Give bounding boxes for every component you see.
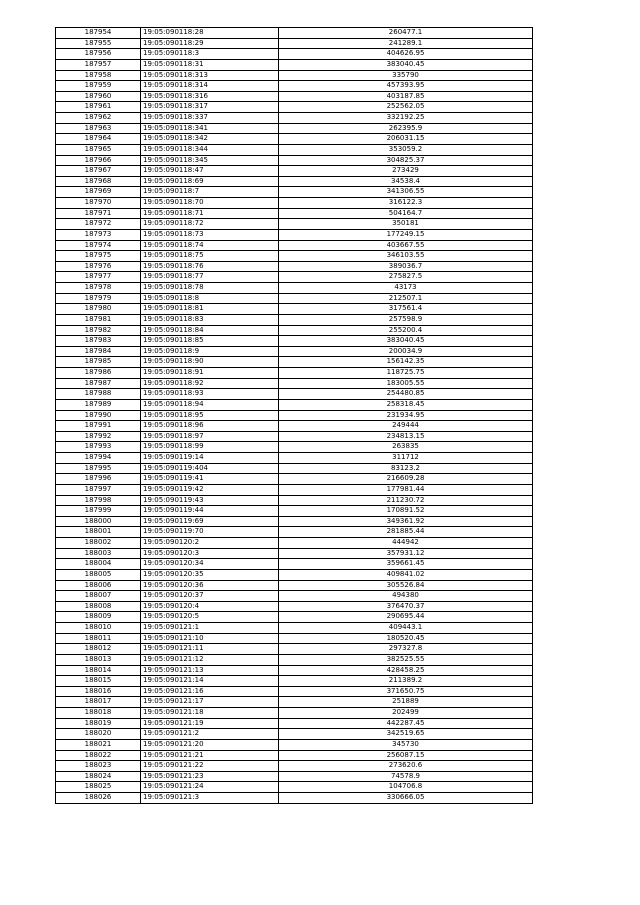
row-number-cell: 187963 [56,123,141,134]
cadastral-number-cell: 19:05:090118:337 [141,113,279,124]
cadastral-number-cell: 19:05:090120:2 [141,538,279,549]
row-number-cell: 187979 [56,293,141,304]
table-row [56,357,533,368]
row-number-cell: 187980 [56,304,141,315]
cadastral-number-cell: 19:05:090118:85 [141,336,279,347]
table-row [56,49,533,60]
table-row [56,91,533,102]
value-cell: 170891.52 [279,506,533,517]
row-number-cell: 187967 [56,166,141,177]
table-row [56,389,533,400]
row-number-cell: 188025 [56,782,141,793]
row-number-cell: 187964 [56,134,141,145]
value-cell: 249444 [279,421,533,432]
table-row [56,38,533,49]
value-cell: 330666.05 [279,793,533,804]
value-cell: 263835 [279,442,533,453]
cadastral-number-cell: 19:05:090118:341 [141,123,279,134]
cadastral-number-cell: 19:05:090118:316 [141,91,279,102]
row-number-cell: 188004 [56,559,141,570]
cadastral-number-cell: 19:05:090121:1 [141,623,279,634]
cadastral-number-cell: 19:05:090120:3 [141,548,279,559]
value-cell: 409841.02 [279,569,533,580]
cadastral-number-cell: 19:05:090118:8 [141,293,279,304]
table-row [56,378,533,389]
value-cell: 281885.44 [279,527,533,538]
value-cell: 357931.12 [279,548,533,559]
table-row [56,219,533,230]
row-number-cell: 187987 [56,378,141,389]
cadastral-number-cell: 19:05:090118:81 [141,304,279,315]
row-number-cell: 187990 [56,410,141,421]
value-cell: 258318.45 [279,399,533,410]
row-number-cell: 187991 [56,421,141,432]
table-row [56,198,533,209]
row-number-cell: 187968 [56,176,141,187]
table-row [56,718,533,729]
cadastral-number-cell: 19:05:090121:18 [141,708,279,719]
value-cell: 359661.45 [279,559,533,570]
cadastral-number-cell: 19:05:090120:36 [141,580,279,591]
value-cell: 211389.2 [279,676,533,687]
row-number-cell: 187970 [56,198,141,209]
row-number-cell: 187985 [56,357,141,368]
cadastral-number-cell: 19:05:090121:3 [141,793,279,804]
cadastral-number-cell: 19:05:090120:4 [141,601,279,612]
row-number-cell: 188024 [56,771,141,782]
value-cell: 316122.3 [279,198,533,209]
value-cell: 353059.2 [279,144,533,155]
value-cell: 177249.15 [279,229,533,240]
value-cell: 346103.55 [279,251,533,262]
row-number-cell: 188012 [56,644,141,655]
value-cell: 444942 [279,538,533,549]
cadastral-number-cell: 19:05:090118:342 [141,134,279,145]
value-cell: 104706.8 [279,782,533,793]
table-row [56,410,533,421]
cadastral-number-cell: 19:05:090118:344 [141,144,279,155]
row-number-cell: 188002 [56,538,141,549]
row-number-cell: 187956 [56,49,141,60]
cadastral-number-cell: 19:05:090121:13 [141,665,279,676]
table-row [56,729,533,740]
table-row [56,453,533,464]
value-cell: 345730 [279,739,533,750]
value-cell: 403187.85 [279,91,533,102]
value-cell: 262395.9 [279,123,533,134]
value-cell: 383040.45 [279,59,533,70]
value-cell: 389036.7 [279,261,533,272]
row-number-cell: 188021 [56,739,141,750]
value-cell: 383040.45 [279,336,533,347]
table-row [56,431,533,442]
table-row [56,229,533,240]
row-number-cell: 188005 [56,569,141,580]
value-cell: 74578.9 [279,771,533,782]
row-number-cell: 187988 [56,389,141,400]
row-number-cell: 188022 [56,750,141,761]
value-cell: 304825.37 [279,155,533,166]
value-cell: 256087.15 [279,750,533,761]
cadastral-number-cell: 19:05:090121:19 [141,718,279,729]
row-number-cell: 187981 [56,314,141,325]
cadastral-number-cell: 19:05:090120:35 [141,569,279,580]
table-row [56,644,533,655]
table-row [56,304,533,315]
value-cell: 241289.1 [279,38,533,49]
cadastral-number-cell: 19:05:090118:90 [141,357,279,368]
table-row [56,474,533,485]
row-number-cell: 188001 [56,527,141,538]
cadastral-number-cell: 19:05:090121:10 [141,633,279,644]
cadastral-number-cell: 19:05:090118:83 [141,314,279,325]
table-row [56,686,533,697]
cadastral-number-cell: 19:05:090118:314 [141,81,279,92]
value-cell: 305526.84 [279,580,533,591]
table-row [56,399,533,410]
cadastral-number-cell: 19:05:090121:22 [141,761,279,772]
table-row [56,325,533,336]
table-row [56,676,533,687]
cadastral-number-cell: 19:05:090121:11 [141,644,279,655]
table-row [56,633,533,644]
row-number-cell: 188008 [56,601,141,612]
row-number-cell: 187996 [56,474,141,485]
value-cell: 404626.95 [279,49,533,60]
value-cell: 403667.55 [279,240,533,251]
row-number-cell: 187958 [56,70,141,81]
cadastral-number-cell: 19:05:090118:70 [141,198,279,209]
row-number-cell: 187961 [56,102,141,113]
cadastral-number-cell: 19:05:090118:73 [141,229,279,240]
value-cell: 211230.72 [279,495,533,506]
table-row [56,155,533,166]
row-number-cell: 187975 [56,251,141,262]
table-row [56,123,533,134]
row-number-cell: 187989 [56,399,141,410]
value-cell: 177981.44 [279,484,533,495]
value-cell: 275827.5 [279,272,533,283]
value-cell: 341306.55 [279,187,533,198]
value-cell: 257598.9 [279,314,533,325]
value-cell: 290695.44 [279,612,533,623]
cadastral-number-cell: 19:05:090121:24 [141,782,279,793]
cadastral-number-cell: 19:05:090120:5 [141,612,279,623]
cadastral-number-cell: 19:05:090118:97 [141,431,279,442]
row-number-cell: 188010 [56,623,141,634]
cadastral-number-cell: 19:05:090121:17 [141,697,279,708]
table-row [56,623,533,634]
table-row [56,261,533,272]
table-row [56,750,533,761]
cadastral-number-cell: 19:05:090118:78 [141,283,279,294]
table-row [56,591,533,602]
value-cell: 494380 [279,591,533,602]
table-row [56,368,533,379]
row-number-cell: 187957 [56,59,141,70]
row-number-cell: 188006 [56,580,141,591]
table-row [56,484,533,495]
cadastral-number-cell: 19:05:090121:14 [141,676,279,687]
table-row [56,569,533,580]
table-row [56,495,533,506]
table-row [56,176,533,187]
value-cell: 34538.4 [279,176,533,187]
row-number-cell: 187959 [56,81,141,92]
cadastral-number-cell: 19:05:090119:44 [141,506,279,517]
row-number-cell: 188003 [56,548,141,559]
row-number-cell: 187999 [56,506,141,517]
cadastral-number-cell: 19:05:090118:345 [141,155,279,166]
table-row [56,314,533,325]
table-row [56,793,533,804]
cadastral-number-cell: 19:05:090118:47 [141,166,279,177]
row-number-cell: 187974 [56,240,141,251]
row-number-cell: 187982 [56,325,141,336]
cadastral-number-cell: 19:05:090121:20 [141,739,279,750]
row-number-cell: 187969 [56,187,141,198]
row-number-cell: 188016 [56,686,141,697]
table-row [56,28,533,39]
row-number-cell: 187994 [56,453,141,464]
row-number-cell: 188011 [56,633,141,644]
row-number-cell: 188026 [56,793,141,804]
table-row [56,187,533,198]
table-row [56,336,533,347]
table-row [56,421,533,432]
cadastral-number-cell: 19:05:090118:313 [141,70,279,81]
cadastral-number-cell: 19:05:090120:34 [141,559,279,570]
cadastral-number-cell: 19:05:090118:9 [141,346,279,357]
row-number-cell: 187954 [56,28,141,39]
cadastral-number-cell: 19:05:090118:77 [141,272,279,283]
value-cell: 376470.37 [279,601,533,612]
cadastral-number-cell: 19:05:090119:14 [141,453,279,464]
cadastral-number-cell: 19:05:090118:93 [141,389,279,400]
table-row [56,654,533,665]
row-number-cell: 187955 [56,38,141,49]
value-cell: 200034.9 [279,346,533,357]
cadastral-number-cell: 19:05:090118:29 [141,38,279,49]
value-cell: 335790 [279,70,533,81]
value-cell: 231934.95 [279,410,533,421]
table-row [56,697,533,708]
table-row [56,442,533,453]
row-number-cell: 187978 [56,283,141,294]
cadastral-number-cell: 19:05:090119:70 [141,527,279,538]
table-row [56,559,533,570]
row-number-cell: 188009 [56,612,141,623]
value-cell: 442287.45 [279,718,533,729]
table-row [56,208,533,219]
row-number-cell: 187995 [56,463,141,474]
value-cell: 180520.45 [279,633,533,644]
cadastral-number-cell: 19:05:090121:23 [141,771,279,782]
row-number-cell: 187983 [56,336,141,347]
row-number-cell: 188020 [56,729,141,740]
cadastral-number-cell: 19:05:090118:3 [141,49,279,60]
cadastral-number-cell: 19:05:090121:2 [141,729,279,740]
cadastral-number-cell: 19:05:090118:74 [141,240,279,251]
table-row [56,166,533,177]
row-number-cell: 188015 [56,676,141,687]
cadastral-number-cell: 19:05:090121:16 [141,686,279,697]
table-row [56,283,533,294]
value-cell: 504164.7 [279,208,533,219]
value-cell: 457393.95 [279,81,533,92]
cadastral-number-cell: 19:05:090119:43 [141,495,279,506]
table-row [56,113,533,124]
table-row [56,70,533,81]
row-number-cell: 188014 [56,665,141,676]
table-row [56,346,533,357]
table-row [56,580,533,591]
cadastral-number-cell: 19:05:090119:41 [141,474,279,485]
cadastral-number-cell: 19:05:090119:42 [141,484,279,495]
row-number-cell: 187986 [56,368,141,379]
table-row [56,665,533,676]
cadastral-number-cell: 19:05:090118:75 [141,251,279,262]
row-number-cell: 188017 [56,697,141,708]
data-table [55,27,533,804]
row-number-cell: 187965 [56,144,141,155]
table-row [56,81,533,92]
row-number-cell: 188019 [56,718,141,729]
value-cell: 260477.1 [279,28,533,39]
value-cell: 311712 [279,453,533,464]
cadastral-number-cell: 19:05:090118:28 [141,28,279,39]
value-cell: 254480.85 [279,389,533,400]
table-row [56,516,533,527]
table-row [56,506,533,517]
row-number-cell: 188013 [56,654,141,665]
value-cell: 83123.2 [279,463,533,474]
table-row [56,538,533,549]
row-number-cell: 188023 [56,761,141,772]
cadastral-number-cell: 19:05:090118:72 [141,219,279,230]
cadastral-number-cell: 19:05:090118:69 [141,176,279,187]
cadastral-number-cell: 19:05:090119:404 [141,463,279,474]
row-number-cell: 187993 [56,442,141,453]
value-cell: 428458.25 [279,665,533,676]
value-cell: 251889 [279,697,533,708]
row-number-cell: 188007 [56,591,141,602]
value-cell: 350181 [279,219,533,230]
cadastral-number-cell: 19:05:090118:91 [141,368,279,379]
value-cell: 409443.1 [279,623,533,634]
row-number-cell: 187984 [56,346,141,357]
row-number-cell: 187973 [56,229,141,240]
table-row [56,708,533,719]
row-number-cell: 187960 [56,91,141,102]
table-body [56,28,533,804]
table-row [56,761,533,772]
cadastral-number-cell: 19:05:090120:37 [141,591,279,602]
table-row [56,272,533,283]
value-cell: 216609.28 [279,474,533,485]
value-cell: 273429 [279,166,533,177]
row-number-cell: 187998 [56,495,141,506]
value-cell: 118725.75 [279,368,533,379]
value-cell: 252562.05 [279,102,533,113]
value-cell: 332192.25 [279,113,533,124]
row-number-cell: 187971 [56,208,141,219]
value-cell: 212507.1 [279,293,533,304]
cadastral-number-cell: 19:05:090118:76 [141,261,279,272]
cadastral-number-cell: 19:05:090121:12 [141,654,279,665]
row-number-cell: 187977 [56,272,141,283]
value-cell: 156142.35 [279,357,533,368]
cadastral-number-cell: 19:05:090118:71 [141,208,279,219]
cadastral-number-cell: 19:05:090119:69 [141,516,279,527]
table-row [56,293,533,304]
cadastral-number-cell: 19:05:090121:21 [141,750,279,761]
cadastral-number-cell: 19:05:090118:99 [141,442,279,453]
cadastral-number-cell: 19:05:090118:95 [141,410,279,421]
table-row [56,739,533,750]
row-number-cell: 187966 [56,155,141,166]
cadastral-number-cell: 19:05:090118:84 [141,325,279,336]
value-cell: 255200.4 [279,325,533,336]
cadastral-number-cell: 19:05:090118:92 [141,378,279,389]
value-cell: 342519.65 [279,729,533,740]
table-row [56,548,533,559]
cadastral-number-cell: 19:05:090118:317 [141,102,279,113]
row-number-cell: 187976 [56,261,141,272]
row-number-cell: 188000 [56,516,141,527]
value-cell: 202499 [279,708,533,719]
table-row [56,612,533,623]
value-cell: 382525.55 [279,654,533,665]
value-cell: 43173 [279,283,533,294]
row-number-cell: 188018 [56,708,141,719]
table-row [56,59,533,70]
value-cell: 273620.6 [279,761,533,772]
row-number-cell: 187972 [56,219,141,230]
row-number-cell: 187997 [56,484,141,495]
value-cell: 206031.15 [279,134,533,145]
cadastral-number-cell: 19:05:090118:31 [141,59,279,70]
value-cell: 297327.8 [279,644,533,655]
table-row [56,251,533,262]
table-row [56,134,533,145]
value-cell: 234813.15 [279,431,533,442]
value-cell: 183005.55 [279,378,533,389]
table-row [56,240,533,251]
table-row [56,782,533,793]
table-row [56,102,533,113]
table-row [56,601,533,612]
value-cell: 349361.92 [279,516,533,527]
table-row [56,527,533,538]
table-row [56,771,533,782]
value-cell: 371650.75 [279,686,533,697]
cadastral-number-cell: 19:05:090118:94 [141,399,279,410]
row-number-cell: 187962 [56,113,141,124]
cadastral-number-cell: 19:05:090118:7 [141,187,279,198]
cadastral-number-cell: 19:05:090118:96 [141,421,279,432]
table-row [56,144,533,155]
table-row [56,463,533,474]
row-number-cell: 187992 [56,431,141,442]
value-cell: 317561.4 [279,304,533,315]
